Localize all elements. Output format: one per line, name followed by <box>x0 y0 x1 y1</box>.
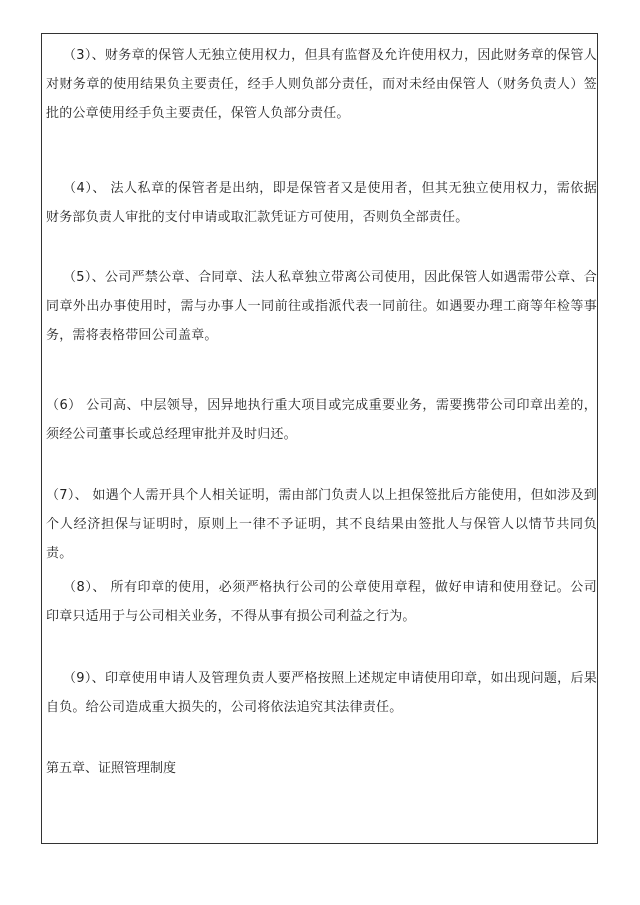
paragraph-3: （3）、财务章的保管人无独立使用权力，但具有监督及允许使用权力，因此财务章的保管人对财务章的使用结果负主要责任，经手人则负部分责任，而对未经由保管人（财务负责人）签批的公章使用经手负主要责任，保管人负部分责任。 <box>46 48 597 121</box>
paragraph-6: （6） 公司高、中层领导，因异地执行重大项目或完成重要业务，需要携带公司印章出差的，须经公司董事长或总经理审批并及时归还。 <box>46 398 597 442</box>
paragraph-4: （4）、 法人私章的保管者是出纳，即是保管者又是使用者，但其无独立使用权力，需依据财务部负责人审批的支付申请或取汇款凭证方可使用，否则负全部责任。 <box>46 181 597 225</box>
document-frame <box>41 33 598 844</box>
paragraph-9: （9）、印章使用申请人及管理负责人要严格按照上述规定申请使用印章，如出现问题，后果自负。给公司造成重大损失的，公司将依法追究其法律责任。 <box>46 671 597 715</box>
paragraph-5: （5）、公司严禁公章、合同章、法人私章独立带离公司使用，因此保管人如遇需带公章、合同章外出办事使用时，需与办事人一同前往或指派代表一同前往。如遇要办理工商等年检等事务，需将表格带回公司盖章。 <box>46 270 597 343</box>
paragraph-7: （7）、 如遇个人需开具个人相关证明，需由部门负责人以上担保签批后方能使用，但如涉及到个人经济担保与证明时，原则上一律不予证明，其不良结果由签批人与保管人以情节共同负责。 <box>46 488 597 561</box>
chapter-heading: 第五章、证照管理制度 <box>46 761 177 776</box>
paragraph-8: （8）、 所有印章的使用，必须严格执行公司的公章使用章程，做好申请和使用登记。公司印章只适用于与公司相关业务，不得从事有损公司利益之行为。 <box>46 580 597 624</box>
